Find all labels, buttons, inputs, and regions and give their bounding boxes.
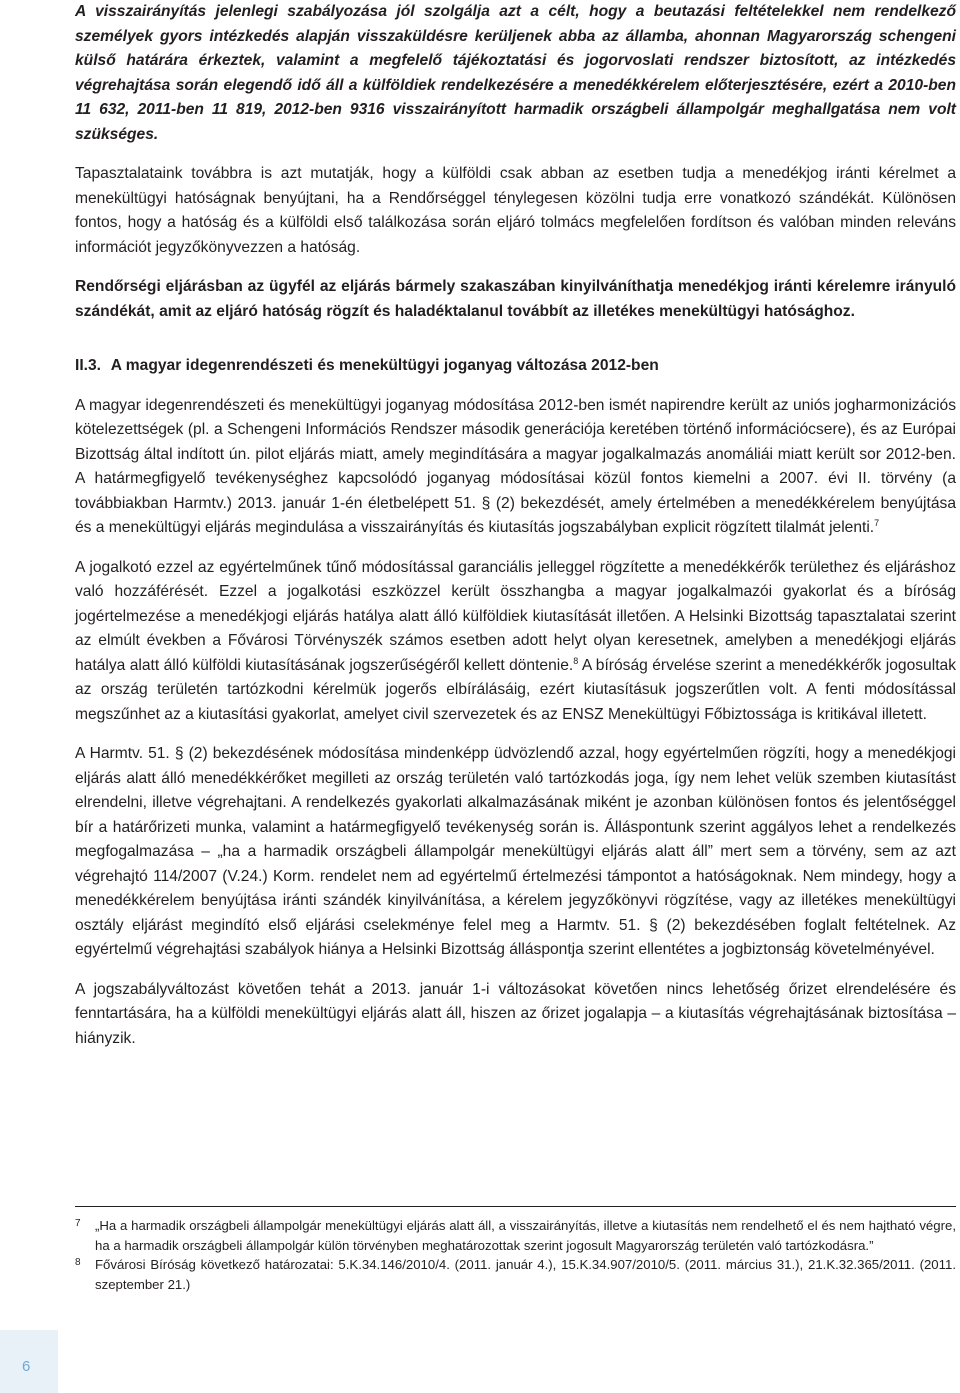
section-number: II.3. [75, 357, 102, 374]
footnote-8 [75, 1255, 956, 1294]
section-title: A magyar idegenrendészeti és menekültügyi joganyag változása 2012-ben [110, 357, 659, 374]
page-body [75, 0, 956, 1051]
paragraph-legislator-text-a: A jogalkotó ezzel az egyértelműnek tűnő módosítással garanciális jelleggel rögzítette a menedékkérők területhez és eljáráshoz való hozzáférését. Ezzel a jogalkotási eszközzel került összhangba a magyar jogalkalmazói gyakorlat és a bíróság jogértelmezése a menedékjogi eljárás hatálya alatt álló külföldiek kiutasítását illetően. A Helsinki Bizottság tapasztalatai szerint az elmúlt években a Fővárosi Törvényszék számos esetben adott helyt olyan keresetnek, amelyben a menedékjogi eljárás hatálya alatt álló külföldi kiutasításának jogszerűségéről kellett döntenie. [75, 558, 956, 674]
paragraph-legislator-text-b: A bíróság érvelése szerint a menedékkérők jogosultak az ország területén tartózkodni kérelmük jogerős elbírálásáig, ezért kiutasításuk jogszerűtlen volt. A fenti módosítással megszűnhet az a kiutasítási gyakorlat, amelyet civil szervezetek és az ENSZ Menekültügyi Főbiztossága is kritikával illetett. [75, 656, 956, 723]
footnote-number: 7 [75, 1218, 81, 1229]
footnote-ref-7[interactable]: 7 [874, 517, 880, 528]
footnote-number: 8 [75, 1257, 81, 1268]
paragraph-harmtv-51: A Harmtv. 51. § (2) bekezdésének módosítása mindenképp üdvözlendő azzal, hogy egyértelműen rögzíti, hogy a menedékjogi eljárás alatt álló menedékkérőket megilleti az ország területén való tartózkodás joga, így nem lehet velük szemben kiutasítást elrendelni, illetve végrehajtani. A rendelkezés gyakorlati alkalmazásának miként je azonban különösen fontos és jelentőséggel bír a határőrizeti munka, valamint a határmegfigyelő tevékenység során is. Álláspontunk szerint aggályos lehet a rendelkezés megfogalmazása – „ha a harmadik országbeli állampolgár menekültügyi eljárás alatt áll” mert sem a törvény, sem az azt végrehajtó 114/2007 (V.24.) Korm. rendelet nem ad egyértelmű értelmezési támpontot a hatóságoknak. Nem mindegy, hogy a menedékkérelem benyújtása iránti szándék kinyilvánítása, a kérelem jegyzőkönyvi rögzítése, vagy az illetékes menekültügyi osztály eljárást megindító első eljárási cselekménye felel meg a Harmtv. 51. § (2) bekezdésében foglalt feltételnek. Az egyértelmű végrehajtási szabályok hiánya a Helsinki Bizottság álláspontja szerint ellentétes a jogbiztonság követelményével. [75, 745, 956, 958]
page-number: 6 [22, 1358, 31, 1375]
footnote-text: Fővárosi Bíróság következő határozatai: 5.K.34.146/2010/4. (2011. január 4.), 15.K.34.907/2010/5. (2011. március 31.), 21.K.32.365/2011. (2011. szeptember 21.) [95, 1257, 956, 1292]
footnote-text: „Ha a harmadik országbeli állampolgár menekültügyi eljárás alatt áll, a visszairányítás, illetve a kiutasítás nem rendelhető el és nem hajtható végre, ha a harmadik országbeli állampolgár külön törvényben meghatározottak szerint jogosult Magyarország területén való tartózkodásra.” [95, 1218, 956, 1253]
paragraph-detention: A jogszabályváltozást követően tehát a 2013. január 1-i változásokat követően nincs lehetőség őrizet elrendelésére és fenntartására, ha a külföldi menekültügyi eljárás alatt áll, hiszen az őrizet jogalapja – a kiutasítás végrehajtásának biztosítása – hiányzik. [75, 980, 956, 1047]
paragraph-experience: Tapasztalataink továbbra is azt mutatják, hogy a külföldi csak abban az esetben tudja a menedékjog iránti kérelmet a menekültügyi hatóságnak benyújtani, ha a Rendőrséggel ténylegesen közölni tudja erre vonatkozó szándékát. Különösen fontos, hogy a hatóság és a külföldi első találkozása során eljáró tolmács megfelelően fordítson és valóban minden releváns információt jegyzőkönyvezzen a hatóság. [75, 165, 956, 256]
paragraph-legislator [75, 556, 956, 728]
paragraph-police-procedure: Rendőrségi eljárásban az ügyfél az eljárás bármely szakaszában kinyilváníthatja menedékjog iránti kérelemre irányuló szándékát, amit az eljáró hatóság rögzít és haladéktalanul továbbít az illetékes menekültügyi hatósághoz. [75, 278, 956, 320]
footnote-7 [75, 1216, 956, 1255]
footnotes [75, 1206, 956, 1294]
paragraph-law-amendment-text: A magyar idegenrendészeti és menekültügyi joganyag módosítása 2012-ben ismét napirendre került az uniós jogharmonizációs kötelezettségek (pl. a Schengeni Információs Rendszer második generációja keretében történő információcsere), és az Európai Bizottság által indított ún. pilot eljárás miatt, amely megindítására a magyar jogalkalmazás anomáliái miatt került sor 2012-ben. A határmegfigyelő tevékenységhez kapcsolódó joganyag módosításai közül fontos kiemelni a 2007. évi II. törvény (a továbbiakban Harmtv.) 2013. január 1-én életbelépett 51. § (2) bekezdését, amely értelmében a menedékkérelem benyújtása és a menekültügyi eljárás megindulása a visszairányítás és kiutasítás jogszabályban explicit rögzített tilalmát jelenti. [75, 396, 956, 536]
section-heading [75, 354, 956, 379]
footnote-ref-8[interactable]: 8 [573, 655, 579, 666]
intro-paragraph: A visszairányítás jelenlegi szabályozása jól szolgálja azt a célt, hogy a beutazási feltételekkel nem rendelkező személyek gyors intézkedés alapján visszaküldésre kerüljenek abba az államba, ahonnan Magyarország schengeni külső határára érkeztek, valamint a megfelelő tájékoztatási és jogorvoslati rendszer biztosított, az intézkedés végrehajtása során elegendő idő áll a külföldiek rendelkezésére a menedékkérelem előterjesztésére, ezért a 2010-ben 11 632, 2011-ben 11 819, 2012-ben 9316 visszairányított harmadik országbeli állampolgár meghallgatása nem volt szükséges. [75, 3, 956, 143]
paragraph-law-amendment [75, 394, 956, 541]
